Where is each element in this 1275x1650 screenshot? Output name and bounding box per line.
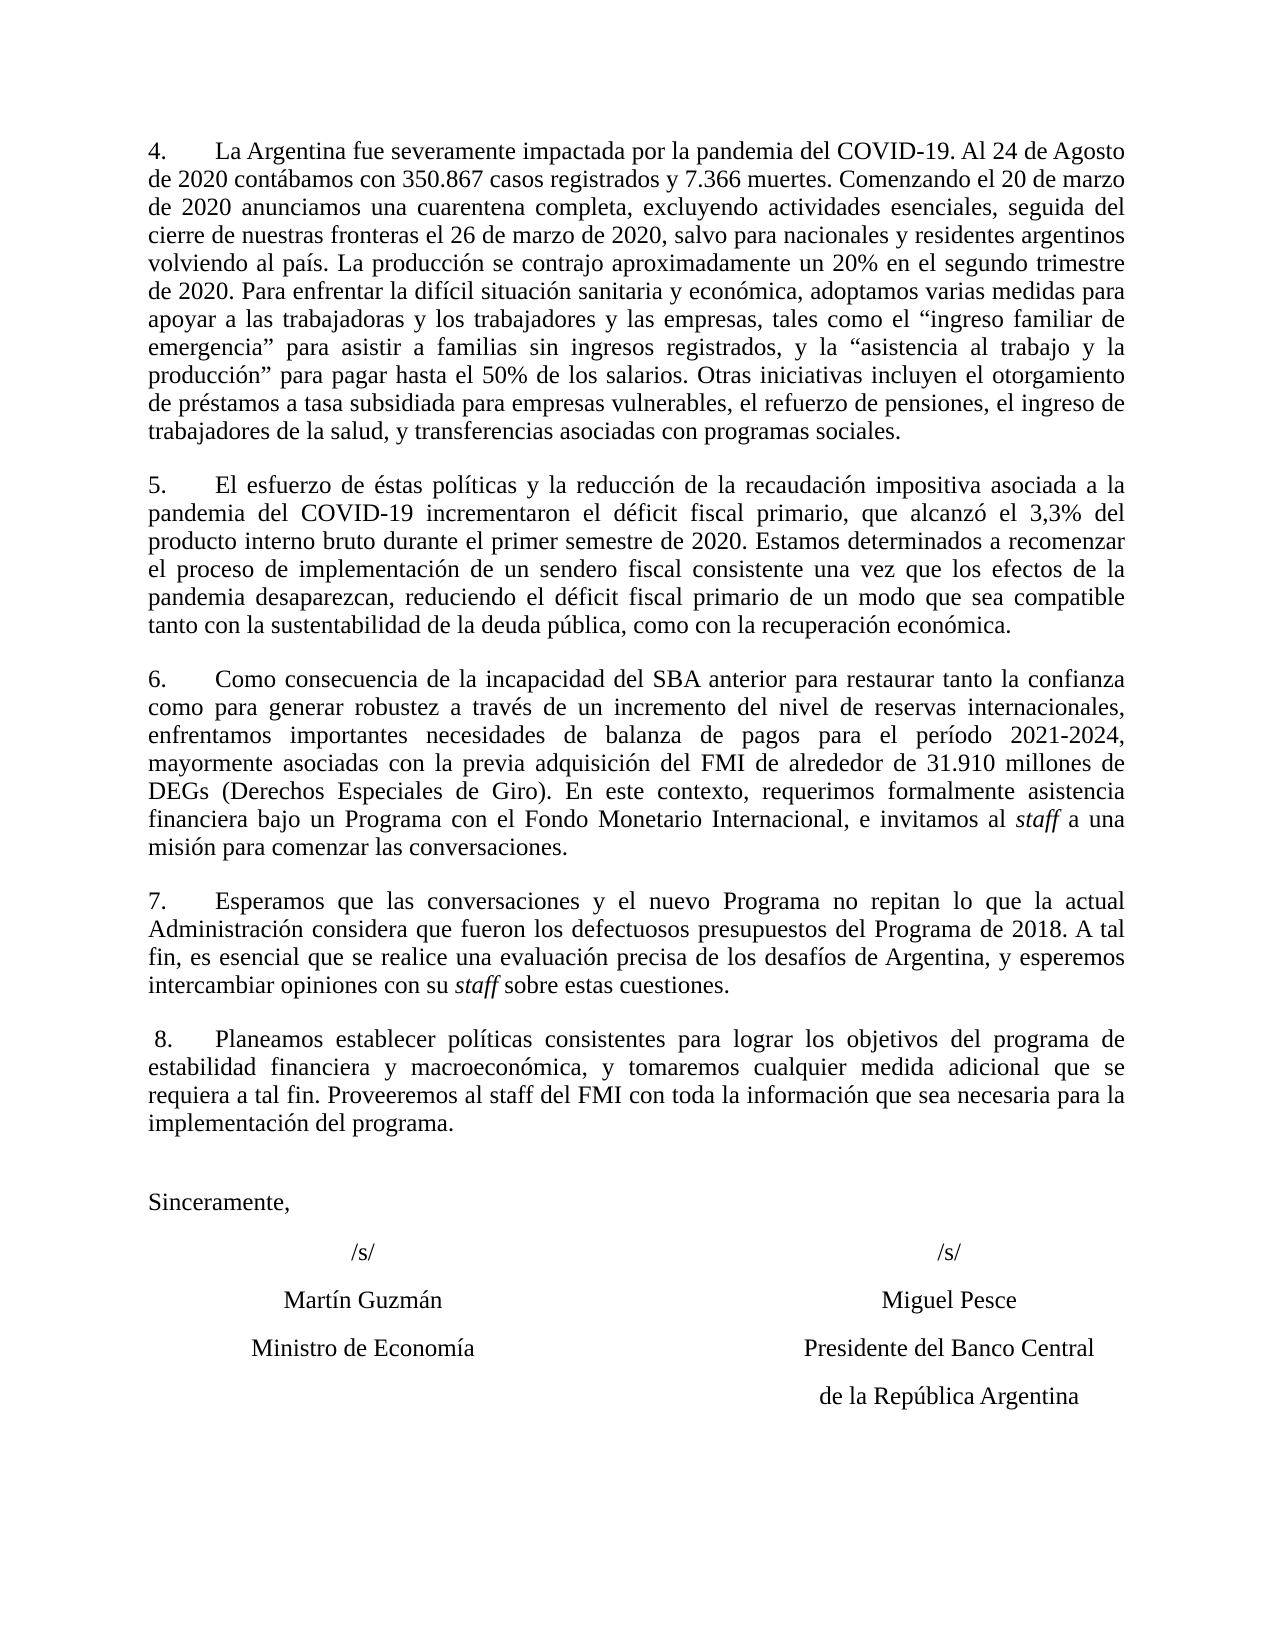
signatory-title-right-2: de la República Argentina	[819, 1383, 1080, 1410]
paragraph-8-text: Planeamos establecer políticas consistentes para lograr los objetivos del programa de estabilidad financiera y macroeconómica, y tomaremos cualquier medida adicional que se requiera a tal fin. Proveeremos al staff del FMI con toda la información que sea necesaria para la implementación del programa.	[148, 1026, 1125, 1137]
paragraph-7-text-cont: sobre estas cuestiones.	[497, 972, 730, 999]
paragraph-5	[148, 472, 1125, 640]
signature-left	[148, 1229, 578, 1421]
paragraph-6-text: Como consecuencia de la incapacidad del SBA anterior para restaurar tanto la confianza como para generar robustez a través de un incremento del nivel de reservas internacionales, enfrentamos importantes necesidades de balanza de pagos para el período 2021-2024, mayormente asociadas con la previa adquisición del FMI de alrededor de 31.910 millones de DEGs (Derechos Especiales de Giro). En este contexto, requerimos formalmente asistencia financiera bajo un Programa con el Fondo Monetario Internacional, e invitamos al	[148, 666, 1125, 833]
signature-s-mark-right: /s/	[937, 1239, 961, 1266]
signature-s-mark-left: /s/	[351, 1239, 375, 1266]
staff-italic-text: staff	[1015, 806, 1059, 833]
paragraph-7	[148, 888, 1125, 1000]
paragraph-8-number: 8.	[148, 1026, 173, 1053]
signatory-title-right: Presidente del Banco Central	[803, 1335, 1095, 1362]
signatory-title-left: Ministro de Economía	[251, 1335, 475, 1362]
paragraph-6-number: 6.	[148, 666, 167, 693]
letter-body	[148, 138, 1125, 1421]
signature-right	[773, 1229, 1125, 1421]
paragraph-4-number: 4.	[148, 138, 167, 165]
paragraph-6-text-cont: a una misión para comenzar las conversaciones.	[148, 806, 1125, 861]
paragraph-5-text: El esfuerzo de éstas políticas y la reducción de la recaudación impositiva asociada a la pandemia del COVID-19 incrementaron el déficit fiscal primario, que alcanzó el 3,3% del producto interno bruto durante el primer semestre de 2020. Estamos determinados a recomenzar el proceso de implementación de un sendero fiscal consistente una vez que los efectos de la pandemia desaparezcan, reduciendo el déficit fiscal primario de un modo que sea compatible tanto con la sustentabilidad de la deuda pública, como con la recuperación económica.	[148, 472, 1125, 639]
paragraph-7-text: Esperamos que las conversaciones y el nuevo Programa no repitan lo que la actual Administración considera que fueron los defectuosos presupuestos del Programa de 2018. A tal fin, es esencial que se realice una evaluación precisa de los desafíos de Argentina, y esperemos intercambiar opiniones con su	[148, 888, 1125, 999]
paragraph-8	[148, 1026, 1125, 1138]
paragraph-5-number: 5.	[148, 472, 167, 499]
paragraph-4-text: La Argentina fue severamente impactada por la pandemia del COVID-19. Al 24 de Agosto de 2020 contábamos con 350.867 casos registrados y 7.366 muertes. Comenzando el 20 de marzo de 2020 anunciamos una cuarentena completa, excluyendo actividades esenciales, seguida del cierre de nuestras fronteras el 26 de marzo de 2020, salvo para nacionales y residentes argentinos volviendo al país. La producción se contrajo aproximadamente un 20% en el segundo trimestre de 2020. Para enfrentar la difícil situación sanitaria y económica, adoptamos varias medidas para apoyar a las trabajadoras y los trabajadores y las empresas, tales como el “ingreso familiar de emergencia” para asistir a familias sin ingresos registrados, y la “asistencia al trabajo y la producción” para pagar hasta el 50% de los salarios. Otras iniciativas incluyen el otorgamiento de préstamos a tasa subsidiada para empresas vulnerables, el refuerzo de pensiones, el ingreso de trabajadores de la salud, y transferencias asociadas con programas sociales.	[148, 138, 1125, 445]
paragraph-7-number: 7.	[148, 888, 167, 915]
staff-italic-text: staff	[454, 972, 498, 999]
signatory-name-left: Martín Guzmán	[283, 1287, 443, 1314]
signatory-name-right: Miguel Pesce	[881, 1287, 1017, 1314]
paragraph-4	[148, 138, 1125, 446]
paragraph-6	[148, 666, 1125, 862]
closing-salutation: Sinceramente,	[148, 1189, 291, 1216]
signature-block	[148, 1229, 1125, 1421]
